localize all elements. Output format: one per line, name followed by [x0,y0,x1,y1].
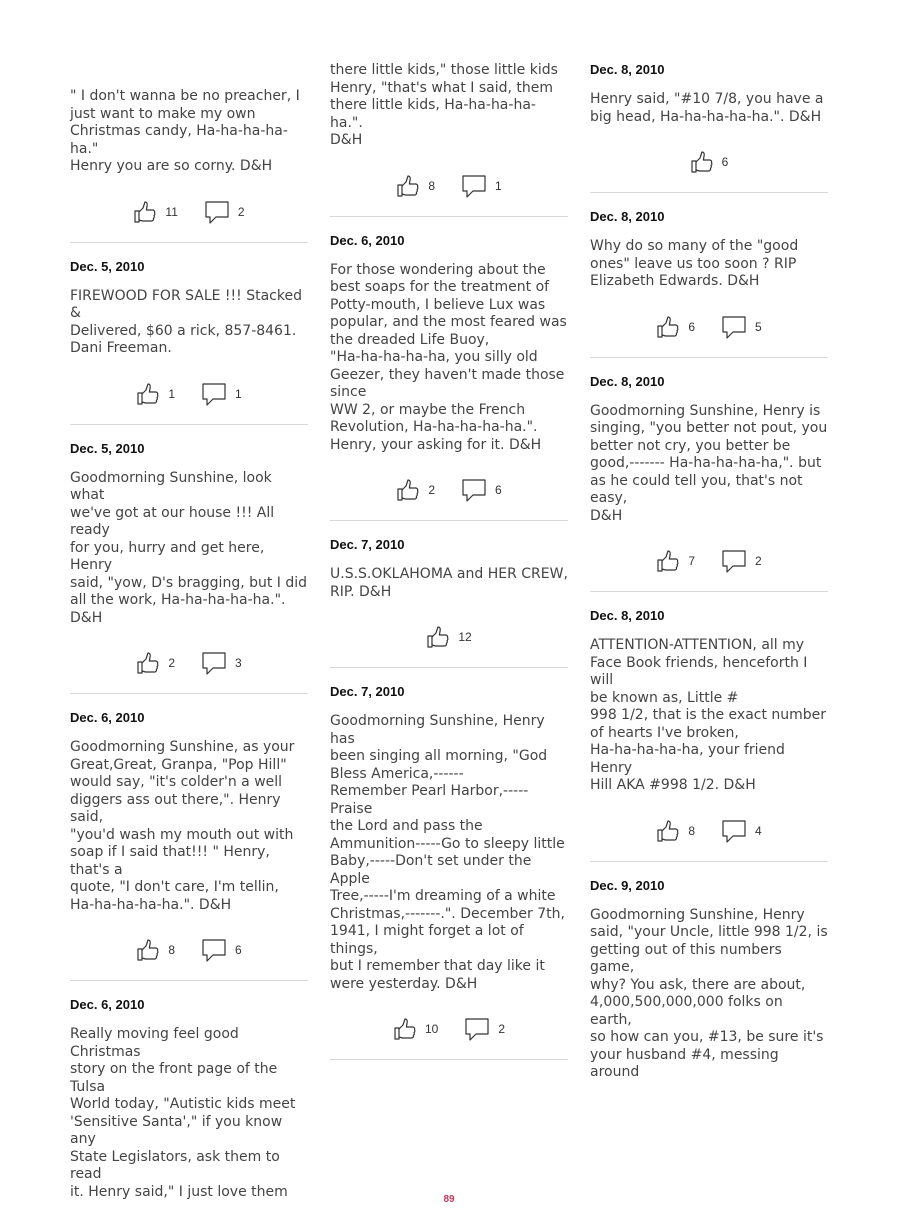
post [70,88,308,243]
thumbs-up-icon [690,150,714,174]
comment-bubble-icon [201,937,227,963]
likes [656,315,695,339]
post-date: Dec. 5, 2010 [70,440,145,456]
like-count: 2 [168,656,175,670]
comment-bubble-icon [201,650,227,676]
post-date: Dec. 7, 2010 [330,537,405,552]
post-date: Dec. 8, 2010 [590,209,665,224]
comment-count: 1 [495,178,502,193]
comment-bubble-icon [721,818,747,844]
like-count: 6 [721,155,729,169]
post [590,209,828,358]
thumbs-up-icon [656,549,680,573]
thumbs-up-icon [136,651,160,675]
comments [461,173,502,199]
post-reactions [590,541,828,581]
comment-count: 2 [237,204,245,219]
post-date: Dec. 6, 2010 [70,710,145,725]
post [330,233,568,522]
post-reactions [70,643,308,683]
thumbs-up-icon [393,1017,417,1041]
like-count: 2 [428,483,435,497]
thumbs-up-icon [396,174,420,198]
column-3 [590,62,828,1108]
post [590,608,828,862]
post-date: Dec. 7, 2010 [330,684,405,699]
like-count: 10 [424,1022,439,1036]
post [590,374,828,593]
post-date: Dec. 8, 2010 [590,608,665,623]
comment-bubble-icon [461,173,487,199]
post [330,684,568,1060]
comment-bubble-icon [721,548,747,574]
likes [656,549,695,573]
likes [136,651,175,675]
post-reactions [70,192,308,232]
post-date: Dec. 6, 2010 [330,232,405,248]
post-reactions [330,166,568,206]
comment-count: 2 [498,1022,506,1036]
comments [201,650,242,676]
post-text: Goodmorning Sunshine, as your Great,Great, Granpa, "Pop Hill" would say, "it's colder'n a well diggers ass out there,". Henry said, "you'd wash my mouth out with soap if I said that!!! " Henry, that's a quote, "I don't care, I'm tellin, Ha-ha-ha-ha-ha.". D&H [70,739,295,913]
comments [201,381,242,407]
post-reactions [70,930,308,970]
post-reactions [590,307,828,347]
post-text: there little kids," those little kids Henry, "that's what I said, them there little kids, Ha-ha-ha-ha-ha.". D&H [330,62,558,148]
post-text: Goodmorning Sunshine, Henry is singing, "you better not pout, you better not cry, you better be good,------- Ha-ha-ha-ha-ha,". but as he could tell you, that's not easy, D&H [590,402,828,524]
post-reactions [70,374,308,414]
comments [204,199,245,225]
comment-bubble-icon [201,381,227,407]
post-text: Really moving feel good Christmas story on the front page of the Tulsa World today, "Autistic kids meet 'Sensitive Santa'," if you know any State Legislators, ask them to read it. Henry said," I just love them [70,1026,296,1200]
post-date: Dec. 8, 2010 [590,62,665,77]
post-text: Goodmorning Sunshine, Henry has been singing all morning, "God Bless America,------ Remember Pearl Harbor,-----Praise the Lord and pass the Ammunition-----Go to sleepy little Baby,-----Don't set under the Apple Tree,-----I'm dreaming of a white Christmas,-------.". December 7th, 1941, I might forget a lot of things, but I remember that day like it were yesterday. D&H [330,713,565,992]
post-reactions [590,142,828,182]
post [590,62,828,193]
likes [426,625,471,649]
comments [721,818,762,844]
post-date: Dec. 5, 2010 [70,258,145,274]
comments [201,937,242,963]
post [70,710,308,981]
thumbs-up-icon [136,382,160,406]
like-count: 7 [688,554,695,568]
likes [136,382,175,406]
post-text: FIREWOOD FOR SALE !!! Stacked & Delivered, $60 a rick, 857-8461. Dani Freeman. [70,287,302,356]
page-number: 89 [443,1194,455,1205]
thumbs-up-icon [656,819,680,843]
post [70,259,308,425]
post-text: " I don't wanna be no preacher, I just want to make my own Christmas candy, Ha-ha-ha-ha-ha." Henry you are so corny. D&H [70,88,300,174]
like-count: 6 [688,319,695,334]
likes [396,174,435,198]
comment-count: 4 [755,823,762,838]
likes [393,1017,438,1041]
thumbs-up-icon [136,938,160,962]
post-text: Goodmorning Sunshine, Henry said, "your Uncle, little 998 1/2, is getting out of this numbers game, why? You ask, there are about, 4,000,500,000,000 folks on earth, so how can you, #13, be sure it's your husband #4, messing around [590,906,828,1080]
likes [656,819,695,843]
post [330,62,568,217]
comments [721,314,762,340]
comment-count: 3 [235,656,242,670]
post [330,537,568,668]
likes [136,938,175,962]
comment-count: 6 [495,483,502,497]
post-reactions [330,1009,568,1049]
post-reactions [330,470,568,510]
post-text: Henry said, "#10 7/8, you have a big head, Ha-ha-ha-ha-ha.". D&H [590,91,824,125]
comment-bubble-icon [721,314,747,340]
comments [464,1016,505,1042]
column-2 [330,62,568,1076]
comment-bubble-icon [204,199,230,225]
post-text: Goodmorning Sunshine, look what we've got at our house !!! All ready for you, hurry and get here, Henry said, "yow, D's bragging, but I did all the work, Ha-ha-ha-ha-ha.". D&H [70,469,308,626]
like-count: 11 [165,204,178,219]
thumbs-up-icon [426,625,450,649]
comment-count: 5 [755,319,762,334]
post-date: Dec. 9, 2010 [590,877,665,893]
post-reactions [590,811,828,851]
post-text: Why do so many of the "good ones" leave us too soon ? RIP Elizabeth Edwards. D&H [590,238,799,289]
comment-bubble-icon [461,477,487,503]
post-date: Dec. 6, 2010 [70,997,145,1012]
post-date: Dec. 8, 2010 [590,373,665,389]
comment-count: 6 [235,943,242,957]
thumbs-up-icon [656,315,680,339]
column-1 [70,62,308,1227]
post [590,878,828,1092]
post-text: U.S.S.OKLAHOMA and HER CREW, RIP. D&H [330,566,568,600]
post [70,997,308,1211]
comments [721,548,762,574]
like-count: 8 [168,943,175,957]
thumbs-up-icon [133,200,157,224]
comment-count: 1 [235,386,242,401]
post [70,441,308,695]
like-count: 8 [428,178,435,193]
comment-bubble-icon [464,1016,490,1042]
like-count: 1 [168,386,175,401]
post-text: ATTENTION-ATTENTION, all my Face Book friends, henceforth I will be known as, Little # 998 1/2, that is the exact number of hearts I've broken, Ha-ha-ha-ha-ha, your friend Henry Hill AKA #998 1/2. D&H [590,637,827,793]
likes [133,200,177,224]
comments [461,477,502,503]
like-count: 12 [458,630,472,644]
comment-count: 2 [755,554,762,568]
post-reactions [330,617,568,657]
post-text: For those wondering about the best soaps for the treatment of Potty-mouth, I believe Lux was popular, and the most feared was the dreaded Life Buoy, "Ha-ha-ha-ha-ha, you silly old Geezer, they haven't made those since WW 2, or maybe the French Revolution, Ha-ha-ha-ha-ha.". Henry, your asking for it. D&H [330,261,567,453]
thumbs-up-icon [396,478,420,502]
likes [396,478,435,502]
likes [690,150,729,174]
like-count: 8 [688,823,695,838]
